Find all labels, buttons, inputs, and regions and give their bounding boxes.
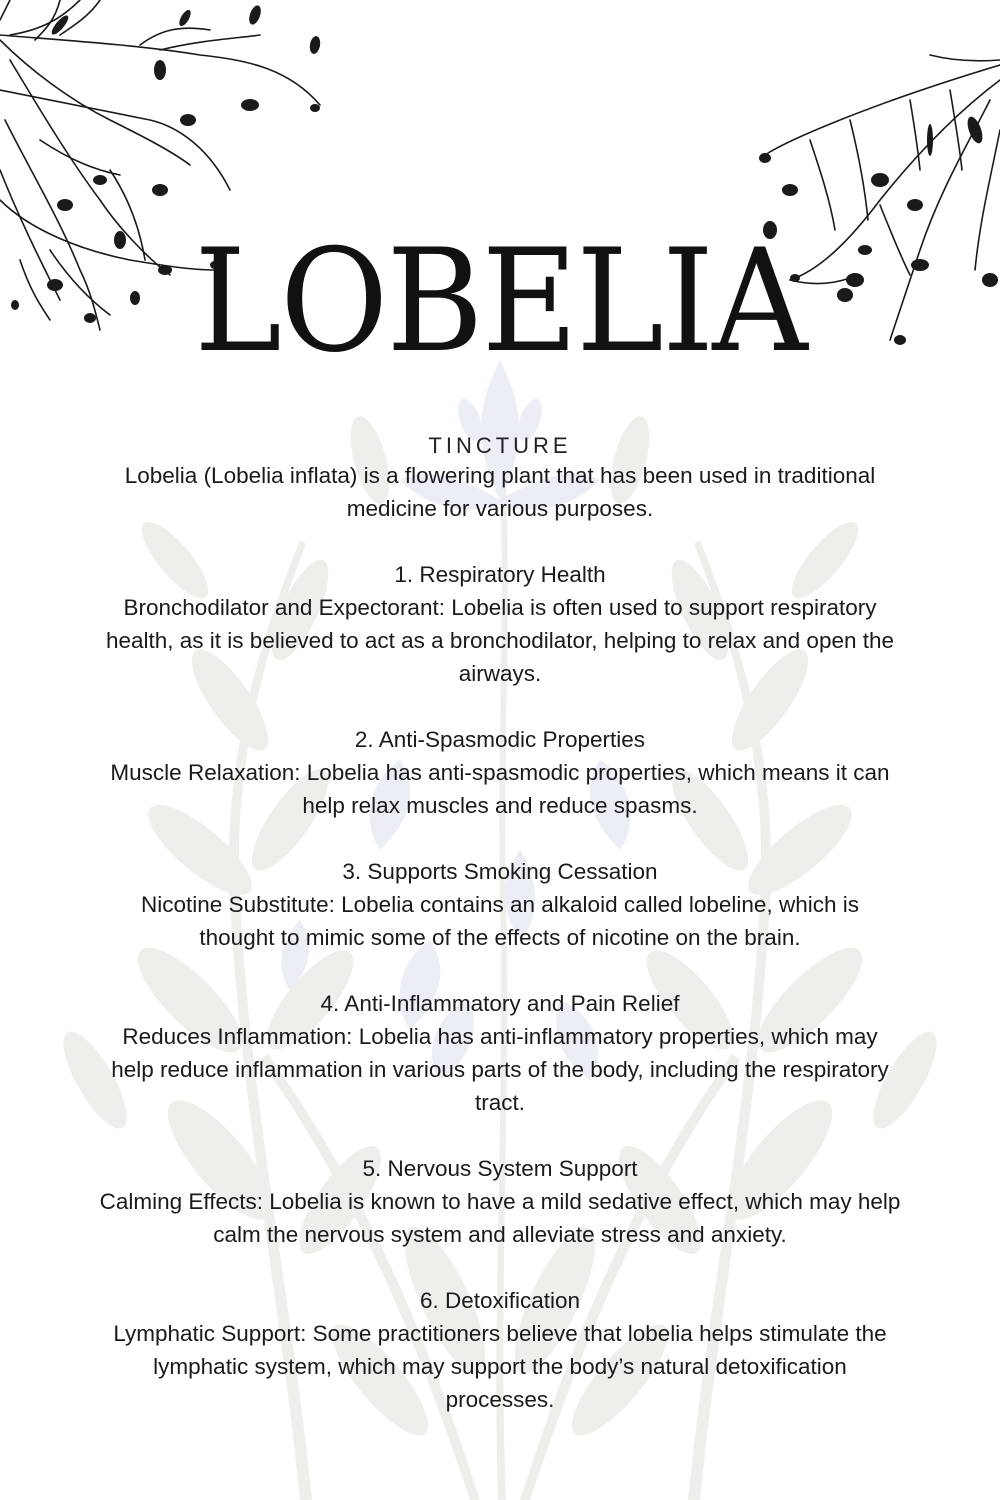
section-line: thought to mimic some of the effects of nicotine on the brain. <box>199 925 801 950</box>
section-heading: 1. Respiratory Health <box>394 562 606 587</box>
subtitle: TINCTURE <box>428 433 572 458</box>
body-text <box>30 459 970 1416</box>
section-line: tract. <box>474 1090 525 1115</box>
section-heading: 6. Detoxification <box>419 1288 581 1313</box>
page-title: LOBELIA <box>194 219 806 384</box>
section-line: processes. <box>445 1387 555 1412</box>
section-line: airways. <box>458 661 542 686</box>
section-heading: 3. Supports Smoking Cessation <box>342 859 658 884</box>
section-line: help reduce inflammation in various parts of the body, including the respiratory <box>111 1057 889 1082</box>
intro-line: medicine for various purposes. <box>346 496 654 521</box>
section-line: health, as it is believed to act as a bronchodilator, helping to relax and open the <box>105 628 895 653</box>
section-line: help relax muscles and reduce spasms. <box>302 793 698 818</box>
section-line: Bronchodilator and Expectorant: Lobelia is often used to support respiratory <box>123 595 877 620</box>
intro-line: Lobelia (Lobelia inflata) is a flowering plant that has been used in traditional <box>124 463 876 488</box>
section-line: Reduces Inflammation: Lobelia has anti-inflammatory properties, which may <box>122 1024 878 1049</box>
section-line: Nicotine Substitute: Lobelia contains an alkaloid called lobeline, which is <box>141 892 859 917</box>
section-heading: 4. Anti-Inflammatory and Pain Relief <box>320 991 680 1016</box>
section-line: Calming Effects: Lobelia is known to have a mild sedative effect, which may help <box>99 1189 901 1214</box>
section-heading: 5. Nervous System Support <box>362 1156 638 1181</box>
section-line: Muscle Relaxation: Lobelia has anti-spasmodic properties, which means it can <box>110 760 890 785</box>
section-line: calm the nervous system and alleviate stress and anxiety. <box>213 1222 787 1247</box>
section-line: lymphatic system, which may support the body’s natural detoxification <box>153 1354 847 1379</box>
section-heading: 2. Anti-Spasmodic Properties <box>354 727 646 752</box>
section-line: Lymphatic Support: Some practitioners believe that lobelia helps stimulate the <box>113 1321 887 1346</box>
